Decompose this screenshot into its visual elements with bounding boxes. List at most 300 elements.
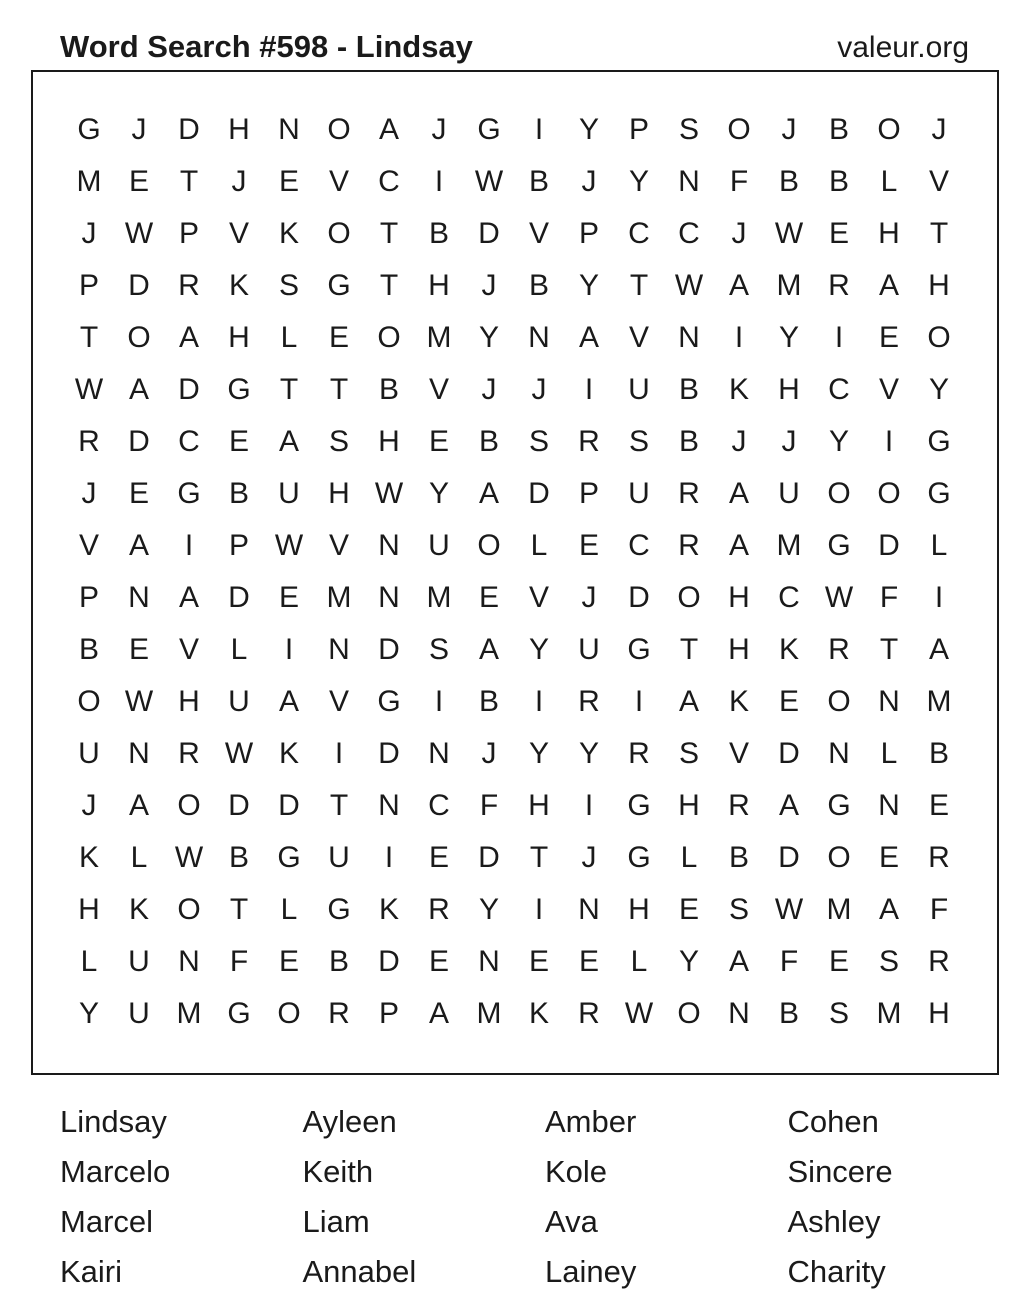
grid-cell[interactable]: R [578,685,600,718]
grid-cell[interactable]: I [584,789,594,822]
grid-cell[interactable]: A [178,321,199,354]
grid-cell[interactable]: H [728,581,750,614]
grid-cell[interactable]: M [176,997,202,1030]
grid-cell[interactable]: R [678,477,700,510]
grid-cell[interactable]: G [327,893,351,926]
grid-cell[interactable]: H [428,269,450,302]
grid-cell[interactable]: L [130,841,148,874]
grid-cell[interactable]: N [128,737,150,770]
grid-cell[interactable]: J [731,425,747,458]
grid-cell[interactable]: N [878,685,900,718]
grid-cell[interactable]: R [578,425,600,458]
grid-cell[interactable]: L [280,893,298,926]
grid-cell[interactable]: D [378,633,400,666]
grid-cell[interactable]: J [581,841,597,874]
grid-cell[interactable]: O [177,893,201,926]
grid-cell[interactable]: A [128,789,149,822]
grid-cell[interactable]: E [828,945,849,978]
grid-cell[interactable]: W [824,581,854,614]
grid-cell[interactable]: H [178,685,200,718]
grid-cell[interactable]: B [828,113,849,146]
grid-cell[interactable]: B [78,633,99,666]
grid-cell[interactable]: E [928,789,949,822]
grid-cell[interactable]: K [278,217,299,250]
grid-cell[interactable]: A [728,477,749,510]
grid-cell[interactable]: E [878,841,899,874]
grid-cell[interactable]: E [228,425,249,458]
grid-cell[interactable]: J [781,113,797,146]
grid-cell[interactable]: O [677,997,701,1030]
grid-cell[interactable]: L [930,529,948,562]
grid-cell[interactable]: M [876,997,902,1030]
grid-cell[interactable]: G [327,269,351,302]
grid-cell[interactable]: N [428,737,450,770]
grid-cell[interactable]: S [678,113,699,146]
grid-cell[interactable]: L [80,945,98,978]
grid-cell[interactable]: G [627,789,651,822]
grid-cell[interactable]: A [728,945,749,978]
grid-cell[interactable]: D [478,217,500,250]
grid-cell[interactable]: K [528,997,549,1030]
grid-cell[interactable]: U [628,373,650,406]
grid-cell[interactable]: R [78,425,100,458]
grid-cell[interactable]: V [328,529,349,562]
grid-cell[interactable]: N [678,321,700,354]
grid-cell[interactable]: B [778,997,799,1030]
grid-cell[interactable]: J [481,737,497,770]
grid-cell[interactable]: S [428,633,449,666]
grid-cell[interactable]: J [481,373,497,406]
grid-cell[interactable]: E [428,841,449,874]
grid-cell[interactable]: J [931,113,947,146]
grid-cell[interactable]: I [734,321,744,354]
grid-cell[interactable]: T [379,217,399,250]
grid-cell[interactable]: V [78,529,99,562]
grid-cell[interactable]: M [776,529,802,562]
grid-cell[interactable]: T [279,373,299,406]
grid-cell[interactable]: D [778,841,800,874]
grid-cell[interactable]: J [581,165,597,198]
grid-cell[interactable]: G [827,789,851,822]
grid-cell[interactable]: H [528,789,550,822]
grid-cell[interactable]: D [878,529,900,562]
grid-cell[interactable]: E [328,321,349,354]
grid-cell[interactable]: M [426,321,452,354]
grid-cell[interactable]: V [428,373,449,406]
grid-cell[interactable]: M [776,269,802,302]
grid-cell[interactable]: A [928,633,949,666]
grid-cell[interactable]: N [378,581,400,614]
grid-cell[interactable]: P [178,217,199,250]
grid-cell[interactable]: N [478,945,500,978]
grid-cell[interactable]: E [678,893,699,926]
grid-cell[interactable]: E [578,529,599,562]
grid-cell[interactable]: U [628,477,650,510]
grid-cell[interactable]: K [728,685,749,718]
grid-cell[interactable]: D [378,737,400,770]
grid-cell[interactable]: C [778,581,800,614]
grid-cell[interactable]: O [477,529,501,562]
grid-cell[interactable]: B [328,945,349,978]
grid-cell[interactable]: H [378,425,400,458]
grid-cell[interactable]: V [528,217,549,250]
grid-cell[interactable]: G [227,373,251,406]
grid-cell[interactable]: K [78,841,99,874]
grid-cell[interactable]: D [178,373,200,406]
grid-cell[interactable]: Y [828,425,849,458]
grid-cell[interactable]: J [81,789,97,822]
grid-cell[interactable]: P [228,529,249,562]
grid-cell[interactable]: C [828,373,850,406]
grid-cell[interactable]: S [528,425,549,458]
grid-cell[interactable]: E [578,945,599,978]
grid-cell[interactable]: D [628,581,650,614]
grid-cell[interactable]: N [828,737,850,770]
grid-cell[interactable]: H [228,113,250,146]
grid-cell[interactable]: I [534,685,544,718]
grid-cell[interactable]: G [627,841,651,874]
grid-cell[interactable]: J [731,217,747,250]
grid-cell[interactable]: H [678,789,700,822]
grid-cell[interactable]: P [378,997,399,1030]
grid-cell[interactable]: D [228,581,250,614]
grid-cell[interactable]: E [478,581,499,614]
grid-cell[interactable]: Y [478,321,499,354]
grid-cell[interactable]: R [828,269,850,302]
grid-cell[interactable]: G [277,841,301,874]
grid-cell[interactable]: E [828,217,849,250]
grid-cell[interactable]: O [877,477,901,510]
grid-cell[interactable]: D [778,737,800,770]
grid-cell[interactable]: B [428,217,449,250]
grid-cell[interactable]: E [428,425,449,458]
grid-cell[interactable]: Y [428,477,449,510]
grid-cell[interactable]: G [927,425,951,458]
grid-cell[interactable]: T [379,269,399,302]
grid-cell[interactable]: G [827,529,851,562]
grid-cell[interactable]: H [728,633,750,666]
grid-cell[interactable]: A [428,997,449,1030]
grid-cell[interactable]: N [578,893,600,926]
grid-cell[interactable]: A [128,529,149,562]
grid-cell[interactable]: J [481,269,497,302]
grid-cell[interactable]: V [878,373,899,406]
grid-cell[interactable]: I [434,685,444,718]
grid-cell[interactable]: N [278,113,300,146]
grid-cell[interactable]: U [278,477,300,510]
grid-cell[interactable]: W [674,269,704,302]
grid-cell[interactable]: F [779,945,799,978]
grid-cell[interactable]: J [781,425,797,458]
grid-cell[interactable]: R [728,789,750,822]
grid-cell[interactable]: S [678,737,699,770]
grid-cell[interactable]: L [230,633,248,666]
grid-cell[interactable]: H [228,321,250,354]
grid-cell[interactable]: L [880,737,898,770]
grid-cell[interactable]: V [178,633,199,666]
grid-cell[interactable]: I [634,685,644,718]
grid-cell[interactable]: M [826,893,852,926]
grid-cell[interactable]: L [530,529,548,562]
grid-cell[interactable]: W [474,165,504,198]
grid-cell[interactable]: J [531,373,547,406]
grid-cell[interactable]: E [128,633,149,666]
grid-cell[interactable]: J [131,113,147,146]
grid-cell[interactable]: O [927,321,951,354]
grid-cell[interactable]: U [778,477,800,510]
grid-cell[interactable]: E [128,477,149,510]
grid-cell[interactable]: G [177,477,201,510]
grid-cell[interactable]: G [77,113,101,146]
grid-cell[interactable]: W [224,737,254,770]
grid-cell[interactable]: K [378,893,399,926]
grid-cell[interactable]: G [377,685,401,718]
grid-cell[interactable]: A [278,425,299,458]
grid-cell[interactable]: O [877,113,901,146]
grid-cell[interactable]: I [834,321,844,354]
grid-cell[interactable]: W [274,529,304,562]
grid-cell[interactable]: S [328,425,349,458]
grid-cell[interactable]: S [878,945,899,978]
grid-cell[interactable]: L [880,165,898,198]
grid-cell[interactable]: S [628,425,649,458]
grid-cell[interactable]: E [428,945,449,978]
grid-cell[interactable]: O [77,685,101,718]
grid-cell[interactable]: U [128,945,150,978]
grid-cell[interactable]: A [378,113,399,146]
grid-cell[interactable]: Y [78,997,99,1030]
grid-cell[interactable]: N [528,321,550,354]
grid-cell[interactable]: R [928,945,950,978]
grid-cell[interactable]: A [678,685,699,718]
grid-cell[interactable]: N [878,789,900,822]
grid-cell[interactable]: T [529,841,549,874]
grid-cell[interactable]: J [431,113,447,146]
grid-cell[interactable]: I [584,373,594,406]
grid-cell[interactable]: E [278,945,299,978]
grid-cell[interactable]: M [426,581,452,614]
grid-cell[interactable]: M [326,581,352,614]
grid-cell[interactable]: R [328,997,350,1030]
grid-cell[interactable]: D [528,477,550,510]
grid-cell[interactable]: V [728,737,749,770]
grid-cell[interactable]: O [177,789,201,822]
grid-cell[interactable]: B [528,165,549,198]
grid-cell[interactable]: I [184,529,194,562]
grid-cell[interactable]: O [127,321,151,354]
grid-cell[interactable]: D [228,789,250,822]
grid-cell[interactable]: B [528,269,549,302]
grid-cell[interactable]: H [928,997,950,1030]
grid-cell[interactable]: B [228,477,249,510]
grid-cell[interactable]: B [678,373,699,406]
grid-cell[interactable]: D [178,113,200,146]
grid-cell[interactable]: K [228,269,249,302]
grid-cell[interactable]: Y [928,373,949,406]
grid-cell[interactable]: V [328,165,349,198]
grid-cell[interactable]: U [228,685,250,718]
grid-cell[interactable]: L [280,321,298,354]
grid-cell[interactable]: T [629,269,649,302]
grid-cell[interactable]: M [926,685,952,718]
grid-cell[interactable]: A [278,685,299,718]
grid-cell[interactable]: E [128,165,149,198]
grid-cell[interactable]: R [928,841,950,874]
grid-cell[interactable]: I [534,893,544,926]
grid-cell[interactable]: E [278,165,299,198]
grid-cell[interactable]: L [680,841,698,874]
grid-cell[interactable]: O [277,997,301,1030]
grid-cell[interactable]: D [278,789,300,822]
grid-cell[interactable]: C [628,529,650,562]
grid-cell[interactable]: T [329,789,349,822]
grid-cell[interactable]: D [478,841,500,874]
grid-cell[interactable]: R [628,737,650,770]
grid-cell[interactable]: Y [578,113,599,146]
grid-cell[interactable]: R [678,529,700,562]
grid-cell[interactable]: O [727,113,751,146]
grid-cell[interactable]: U [78,737,100,770]
grid-cell[interactable]: O [327,113,351,146]
grid-cell[interactable]: S [828,997,849,1030]
grid-cell[interactable]: W [624,997,654,1030]
grid-cell[interactable]: H [628,893,650,926]
grid-cell[interactable]: U [128,997,150,1030]
grid-cell[interactable]: P [578,477,599,510]
grid-cell[interactable]: B [778,165,799,198]
grid-cell[interactable]: E [528,945,549,978]
grid-cell[interactable]: R [828,633,850,666]
grid-cell[interactable]: I [284,633,294,666]
grid-cell[interactable]: B [828,165,849,198]
grid-cell[interactable]: A [178,581,199,614]
grid-cell[interactable]: N [728,997,750,1030]
grid-cell[interactable]: A [128,373,149,406]
grid-cell[interactable]: B [478,685,499,718]
grid-cell[interactable]: V [328,685,349,718]
grid-cell[interactable]: O [827,685,851,718]
grid-cell[interactable]: K [778,633,799,666]
grid-cell[interactable]: W [174,841,204,874]
grid-cell[interactable]: D [128,269,150,302]
grid-cell[interactable]: Y [478,893,499,926]
grid-cell[interactable]: V [528,581,549,614]
grid-cell[interactable]: V [228,217,249,250]
grid-cell[interactable]: W [774,217,804,250]
grid-cell[interactable]: C [678,217,700,250]
grid-cell[interactable]: E [778,685,799,718]
grid-cell[interactable]: G [227,997,251,1030]
grid-cell[interactable]: O [377,321,401,354]
grid-cell[interactable]: O [327,217,351,250]
grid-cell[interactable]: H [878,217,900,250]
grid-cell[interactable]: R [178,737,200,770]
grid-cell[interactable]: W [374,477,404,510]
grid-cell[interactable]: B [378,373,399,406]
grid-cell[interactable]: C [178,425,200,458]
grid-cell[interactable]: I [884,425,894,458]
grid-cell[interactable]: J [81,477,97,510]
grid-cell[interactable]: W [74,373,104,406]
grid-cell[interactable]: J [81,217,97,250]
grid-cell[interactable]: A [878,269,899,302]
grid-cell[interactable]: V [928,165,949,198]
grid-cell[interactable]: I [934,581,944,614]
grid-cell[interactable]: E [878,321,899,354]
grid-cell[interactable]: T [679,633,699,666]
grid-cell[interactable]: D [128,425,150,458]
grid-cell[interactable]: I [434,165,444,198]
grid-cell[interactable]: U [328,841,350,874]
grid-cell[interactable]: T [879,633,899,666]
grid-cell[interactable]: C [628,217,650,250]
grid-cell[interactable]: R [428,893,450,926]
grid-cell[interactable]: P [78,581,99,614]
grid-cell[interactable]: S [278,269,299,302]
grid-cell[interactable]: N [128,581,150,614]
grid-cell[interactable]: G [477,113,501,146]
grid-cell[interactable]: L [630,945,648,978]
grid-cell[interactable]: B [678,425,699,458]
grid-cell[interactable]: A [478,477,499,510]
grid-cell[interactable]: T [79,321,99,354]
grid-cell[interactable]: H [78,893,100,926]
grid-cell[interactable]: A [728,269,749,302]
grid-cell[interactable]: D [378,945,400,978]
grid-cell[interactable]: B [478,425,499,458]
grid-cell[interactable]: F [229,945,249,978]
grid-cell[interactable]: K [278,737,299,770]
grid-cell[interactable]: N [178,945,200,978]
grid-cell[interactable]: F [929,893,949,926]
grid-cell[interactable]: J [231,165,247,198]
grid-cell[interactable]: T [229,893,249,926]
grid-cell[interactable]: C [428,789,450,822]
grid-cell[interactable]: T [329,373,349,406]
grid-cell[interactable]: N [378,789,400,822]
grid-cell[interactable]: R [578,997,600,1030]
grid-cell[interactable]: A [878,893,899,926]
grid-cell[interactable]: H [328,477,350,510]
grid-cell[interactable]: B [728,841,749,874]
grid-cell[interactable]: R [178,269,200,302]
grid-cell[interactable]: W [124,217,154,250]
grid-cell[interactable]: N [378,529,400,562]
grid-cell[interactable]: Y [528,737,549,770]
grid-cell[interactable]: W [124,685,154,718]
grid-cell[interactable]: T [929,217,949,250]
grid-cell[interactable]: Y [678,945,699,978]
grid-cell[interactable]: S [728,893,749,926]
grid-cell[interactable]: P [578,217,599,250]
grid-cell[interactable]: W [774,893,804,926]
grid-cell[interactable]: O [827,841,851,874]
grid-cell[interactable]: P [628,113,649,146]
grid-cell[interactable]: Y [578,737,599,770]
grid-cell[interactable]: H [778,373,800,406]
grid-cell[interactable]: Y [628,165,649,198]
grid-cell[interactable]: U [578,633,600,666]
grid-cell[interactable]: I [384,841,394,874]
grid-cell[interactable]: H [928,269,950,302]
grid-cell[interactable]: F [729,165,749,198]
grid-cell[interactable]: I [534,113,544,146]
grid-cell[interactable]: B [928,737,949,770]
grid-cell[interactable]: Y [778,321,799,354]
grid-cell[interactable]: M [476,997,502,1030]
grid-cell[interactable]: F [479,789,499,822]
grid-cell[interactable]: B [228,841,249,874]
